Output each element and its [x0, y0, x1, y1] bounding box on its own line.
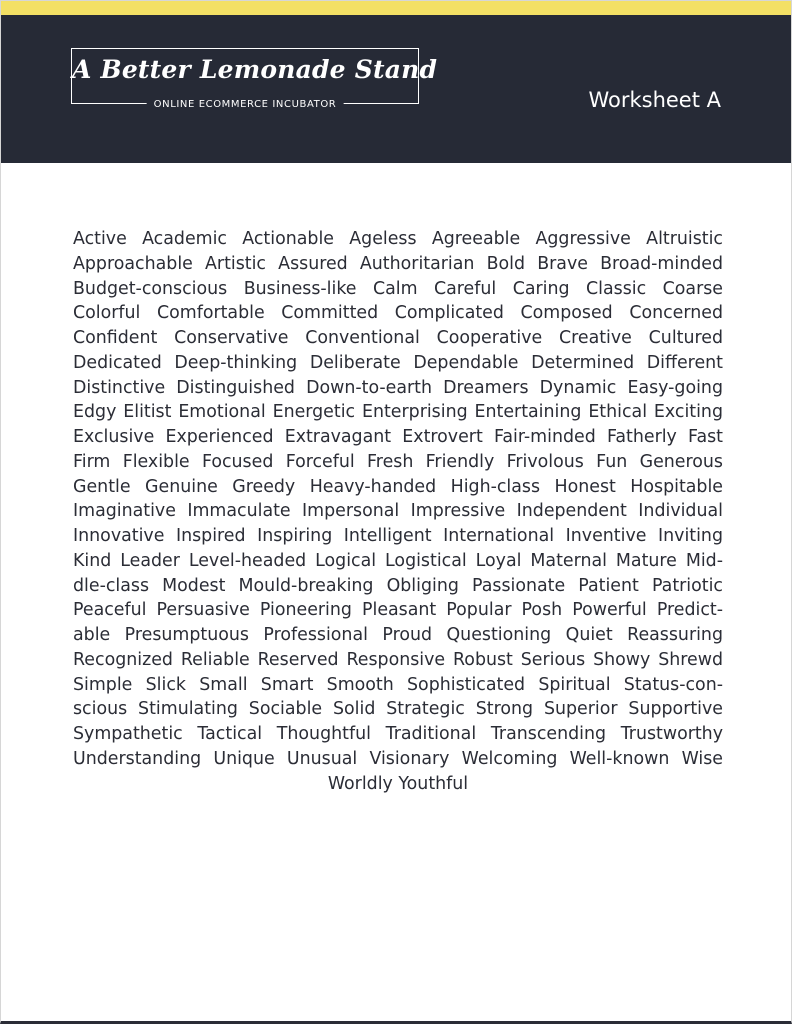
- word-line: Worldly Youthful: [327, 773, 469, 794]
- word-line: Innovative Inspired Inspiring Intelligent International Inventive Inviting: [73, 526, 723, 546]
- logo-subtitle: ONLINE ECOMMERCE INCUBATOR: [147, 99, 344, 110]
- logo-title: A Better Lemonade Stand: [72, 55, 438, 84]
- word-line: Imaginative Immaculate Impersonal Impressive Independent Individual: [73, 501, 723, 522]
- word-line: able Presumptuous Professional Proud Questioning Quiet Reassuring: [73, 625, 723, 645]
- word-line: Colorful Comfortable Committed Complicated Composed Concerned: [73, 303, 723, 324]
- word-line: Dedicated Deep-thinking Deliberate Dependable Determined Different: [73, 352, 723, 373]
- word-line: Recognized Reliable Reserved Responsive Robust Serious Showy Shrewd: [73, 649, 723, 670]
- header-banner: [1, 15, 791, 163]
- word-line: Active Academic Actionable Ageless Agreeable Aggressive Altruistic: [73, 229, 723, 249]
- word-line: Edgy Elitist Emotional Energetic Enterprising Entertaining Ethical Exciting: [73, 402, 723, 423]
- word-line: dle-class Modest Mould-breaking Obliging Passionate Patient Patriotic: [73, 575, 723, 596]
- word-line: Peaceful Persuasive Pioneering Pleasant Popular Posh Powerful Predict-: [73, 600, 723, 621]
- word-line: scious Stimulating Sociable Solid Strategic Strong Superior Supportive: [73, 699, 723, 720]
- word-line: Simple Slick Small Smart Smooth Sophisticated Spiritual Status-con-: [73, 674, 723, 695]
- word-line: Approachable Artistic Assured Authoritarian Bold Brave Broad-minded: [73, 253, 723, 274]
- logo: [71, 48, 438, 110]
- worksheet-title: Worksheet A: [588, 88, 721, 112]
- word-line: Sympathetic Tactical Thoughtful Traditional Transcending Trustworthy: [73, 724, 723, 744]
- word-line: Budget-conscious Business-like Calm Careful Caring Classic Coarse: [73, 278, 723, 299]
- word-line: Kind Leader Level-headed Logical Logistical Loyal Maternal Mature Mid-: [73, 550, 723, 571]
- word-line: Firm Flexible Focused Forceful Fresh Friendly Frivolous Fun Generous: [73, 451, 723, 472]
- word-line: Gentle Genuine Greedy Heavy-handed High-class Honest Hospitable: [73, 476, 723, 497]
- word-line: Exclusive Experienced Extravagant Extrovert Fair-minded Fatherly Fast: [73, 427, 723, 447]
- word-list: [73, 227, 723, 796]
- word-line: Distinctive Distinguished Down-to-earth Dreamers Dynamic Easy-going: [73, 377, 723, 398]
- accent-bar: [1, 1, 791, 15]
- word-line: Confident Conservative Conventional Cooperative Creative Cultured: [73, 328, 723, 348]
- word-line: Understanding Unique Unusual Visionary Welcoming Well-known Wise: [73, 748, 723, 769]
